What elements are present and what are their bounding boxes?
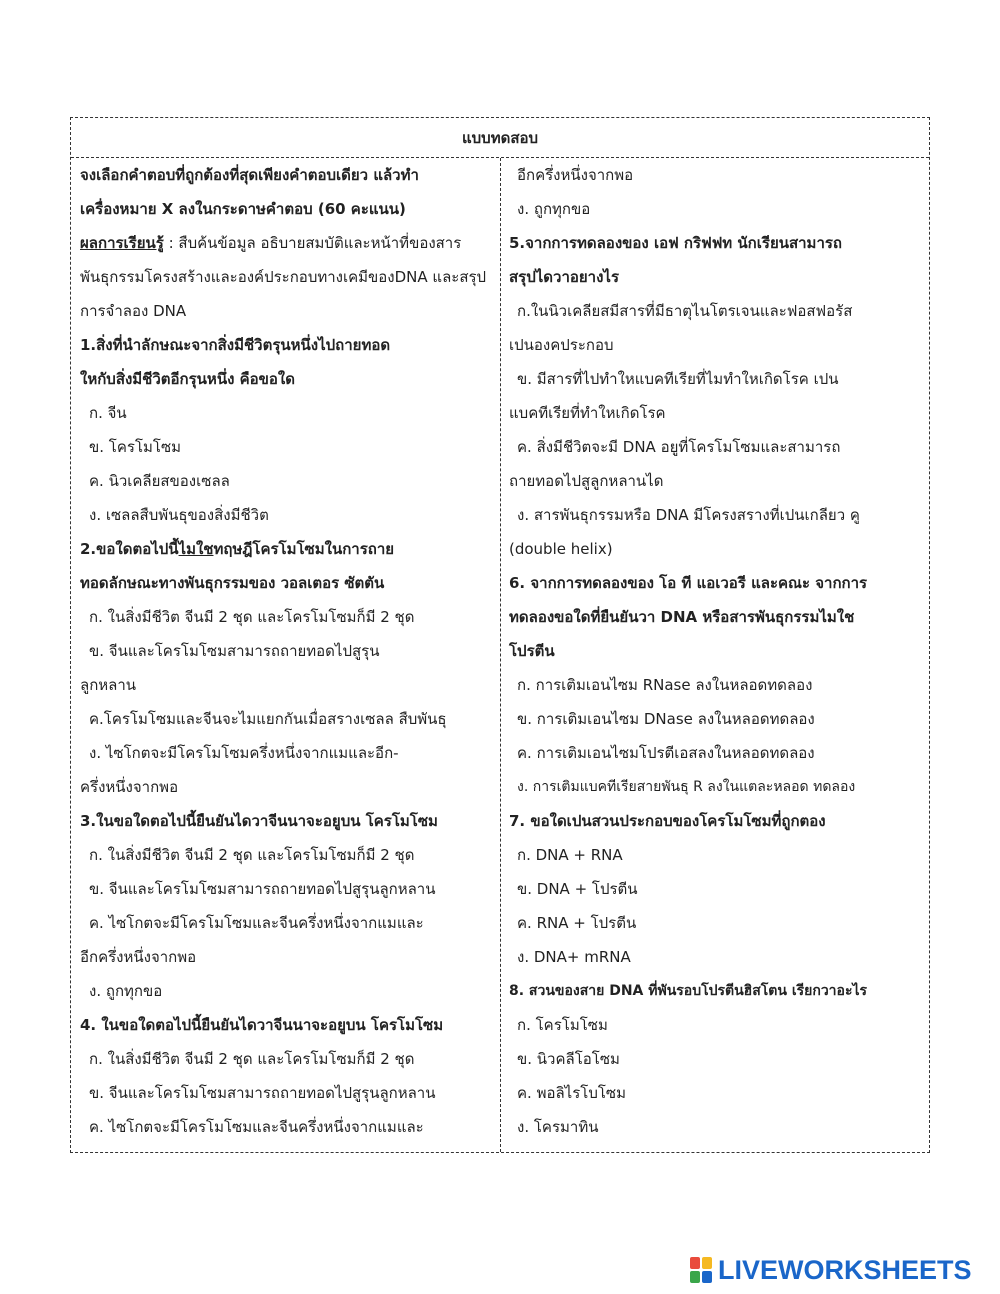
q5-choice-d-cont: (double helix) (509, 540, 613, 558)
q2-choice-b-cont: ลูกหลาน (80, 676, 137, 694)
q5-choice-c-cont: ถายทอดไปสูลูกหลานได (509, 472, 664, 490)
question-2-suffix: ทฤษฎีโครโมโซมในการถาย (213, 540, 395, 558)
question-6-line-3: โปรตีน (509, 642, 555, 660)
learning-outcome-line-1 (71, 226, 500, 260)
q1-choice-c: ค. นิวเคลียสของเซลล (89, 472, 230, 490)
q2-choice-d: ง. ไซโกตจะมีโครโมโซมครึ่งหนึ่งจากแมและอีก- (89, 744, 399, 762)
question-1-line-2: ใหกับสิ่งมีชีวิตอีกรุนหนึ่ง คือขอใด (80, 370, 295, 388)
q2-choice-b: ข. จีนและโครโมโซมสามารถถายทอดไปสูรุน (89, 642, 380, 660)
q7-choice-d: ง. DNA+ mRNA (517, 948, 631, 966)
question-1-line-1: 1.สิ่งที่นำลักษณะจากสิ่งมีชีวิตรุนหนึ่งไปถายทอด (80, 336, 391, 354)
question-2-underlined: ไมใช (178, 540, 214, 558)
q4-choice-c: ค. ไซโกตจะมีโครโมโซมและจีนครึ่งหนึ่งจากแมและ (89, 1118, 424, 1136)
q5-choice-d: ง. สารพันธุกรรมหรือ DNA มีโครงสรางที่เปนเกลียว คู (517, 506, 860, 524)
liveworksheets-logo[interactable] (690, 1252, 972, 1288)
q2-choice-d-cont: ครึ่งหนึ่งจากพอ (80, 778, 179, 796)
q5-choice-a-cont: เปนองคประกอบ (509, 336, 614, 354)
left-column (71, 158, 501, 1152)
q1-choice-b: ข. โครโมโซม (89, 438, 182, 456)
question-5-line-1: 5.จากการทดลองของ เอฟ กริฟฟท นักเรียนสามารถ (509, 234, 843, 252)
q3-choice-d: ง. ถูกทุกขอ (89, 982, 163, 1000)
q4-choice-a: ก. ในสิ่งมีชีวิต จีนมี 2 ชุด และโครโมโซมก็มี 2 ชุด (89, 1050, 415, 1068)
question-2-line-2: ทอดลักษณะทางพันธุกรรมของ วอลเตอร ซัตตัน (80, 574, 385, 592)
quiz-table (70, 117, 930, 1153)
question-3: 3.ในขอใดตอไปนี้ยืนยันไดวาจีนนาจะอยูบน โครโมโซม (80, 812, 438, 830)
question-6-line-2: ทดลองขอใดที่ยืนยันวา DNA หรือสารพันธุกรรมไมใช (509, 608, 855, 626)
q8-choice-d: ง. โครมาทิน (517, 1118, 599, 1136)
question-2-prefix: 2.ขอใดตอไปนี้ (80, 540, 179, 558)
q3-choice-b: ข. จีนและโครโมโซมสามารถถายทอดไปสูรุนลูกหลาน (89, 880, 436, 898)
quiz-columns (71, 158, 929, 1152)
learning-outcome-text: : สืบค้นข้อมูล อธิบายสมบัติและหน้าที่ของสาร (163, 234, 462, 252)
learning-outcome-line-2: พันธุกรรมโครงสร้างและองค์ประกอบทางเคมีของDNA และสรุป (80, 268, 487, 286)
question-8: 8. สวนของสาย DNA ที่พันรอบโปรตีนฮิสโตน เรียกวาอะไร (509, 983, 868, 999)
question-2-line-1 (71, 532, 500, 566)
question-6-line-1: 6. จากการทดลองของ โอ ที แอเวอรี และคณะ จากการ (509, 574, 868, 592)
q3-choice-c: ค. ไซโกตจะมีโครโมโซมและจีนครึ่งหนึ่งจากแมและ (89, 914, 424, 932)
q2-choice-a: ก. ในสิ่งมีชีวิต จีนมี 2 ชุด และโครโมโซมก็มี 2 ชุด (89, 608, 415, 626)
liveworksheets-logo-icon (690, 1256, 714, 1284)
right-column (501, 158, 929, 1152)
instruction-line-1: จงเลือกคำตอบที่ถูกต้องที่สุดเพียงคำตอบเดียว แล้วทำ (80, 166, 419, 184)
question-4: 4. ในขอใดตอไปนี้ยืนยันไดวาจีนนาจะอยูบน โครโมโซม (80, 1016, 444, 1034)
q4-choice-d: ง. ถูกทุกขอ (517, 200, 591, 218)
q7-choice-b: ข. DNA + โปรตีน (517, 880, 638, 898)
quiz-title: แบบทดสอบ (71, 118, 929, 158)
q5-choice-c: ค. สิ่งมีชีวิตจะมี DNA อยูที่โครโมโซมและสามารถ (517, 438, 841, 456)
learning-outcome-line-3: การจำลอง DNA (80, 302, 187, 320)
q3-choice-a: ก. ในสิ่งมีชีวิต จีนมี 2 ชุด และโครโมโซมก็มี 2 ชุด (89, 846, 415, 864)
q7-choice-a: ก. DNA + RNA (517, 846, 623, 864)
q5-choice-b-cont: แบคทีเรียที่ทำใหเกิดโรค (509, 404, 666, 422)
q8-choice-b: ข. นิวคลีโอโซม (517, 1050, 620, 1068)
q5-choice-a: ก.ในนิวเคลียสมีสารที่มีธาตุไนโตรเจนและฟอสฟอรัส (517, 302, 853, 320)
instruction-line-2: เครื่องหมาย X ลงในกระดาษคำตอบ (60 คะแนน) (80, 200, 406, 218)
q8-choice-c: ค. พอลิไรโบโซม (517, 1084, 626, 1102)
q6-choice-d: ง. การเติมแบคทีเรียสายพันธุ R ลงในแตละหลอด ทดลอง (517, 779, 856, 795)
q3-choice-c-cont: อีกครึ่งหนึ่งจากพอ (80, 948, 197, 966)
q7-choice-c: ค. RNA + โปรตีน (517, 914, 637, 932)
q8-choice-a: ก. โครโมโซม (517, 1016, 608, 1034)
question-7: 7. ขอใดเปนสวนประกอบของโครโมโซมที่ถูกตอง (509, 812, 826, 830)
q2-choice-c: ค.โครโมโซมและจีนจะไมแยกกันเมื่อสรางเซลล สืบพันธุ (89, 710, 447, 728)
learning-outcome-label: ผลการเรียนรู้ (80, 234, 164, 252)
q5-choice-b: ข. มีสารที่ไปทำใหแบคทีเรียที่ไมทำใหเกิดโรค เปน (517, 370, 839, 388)
q6-choice-c: ค. การเติมเอนไซมโปรตีเอสลงในหลอดทดลอง (517, 744, 815, 762)
question-5-line-2: สรุปไดวาอยางไร (509, 268, 620, 286)
q1-choice-d: ง. เซลลสืบพันธุของสิ่งมีชีวิต (89, 506, 269, 524)
q6-choice-b: ข. การเติมเอนไซม DNase ลงในหลอดทดลอง (517, 710, 815, 728)
q6-choice-a: ก. การเติมเอนไซม RNase ลงในหลอดทดลอง (517, 676, 813, 694)
q4-choice-c-cont: อีกครึ่งหนึ่งจากพอ (517, 166, 634, 184)
liveworksheets-logo-text: LIVEWORKSHEETS (718, 1254, 972, 1285)
q4-choice-b: ข. จีนและโครโมโซมสามารถถายทอดไปสูรุนลูกหลาน (89, 1084, 436, 1102)
q1-choice-a: ก. จีน (89, 404, 127, 422)
